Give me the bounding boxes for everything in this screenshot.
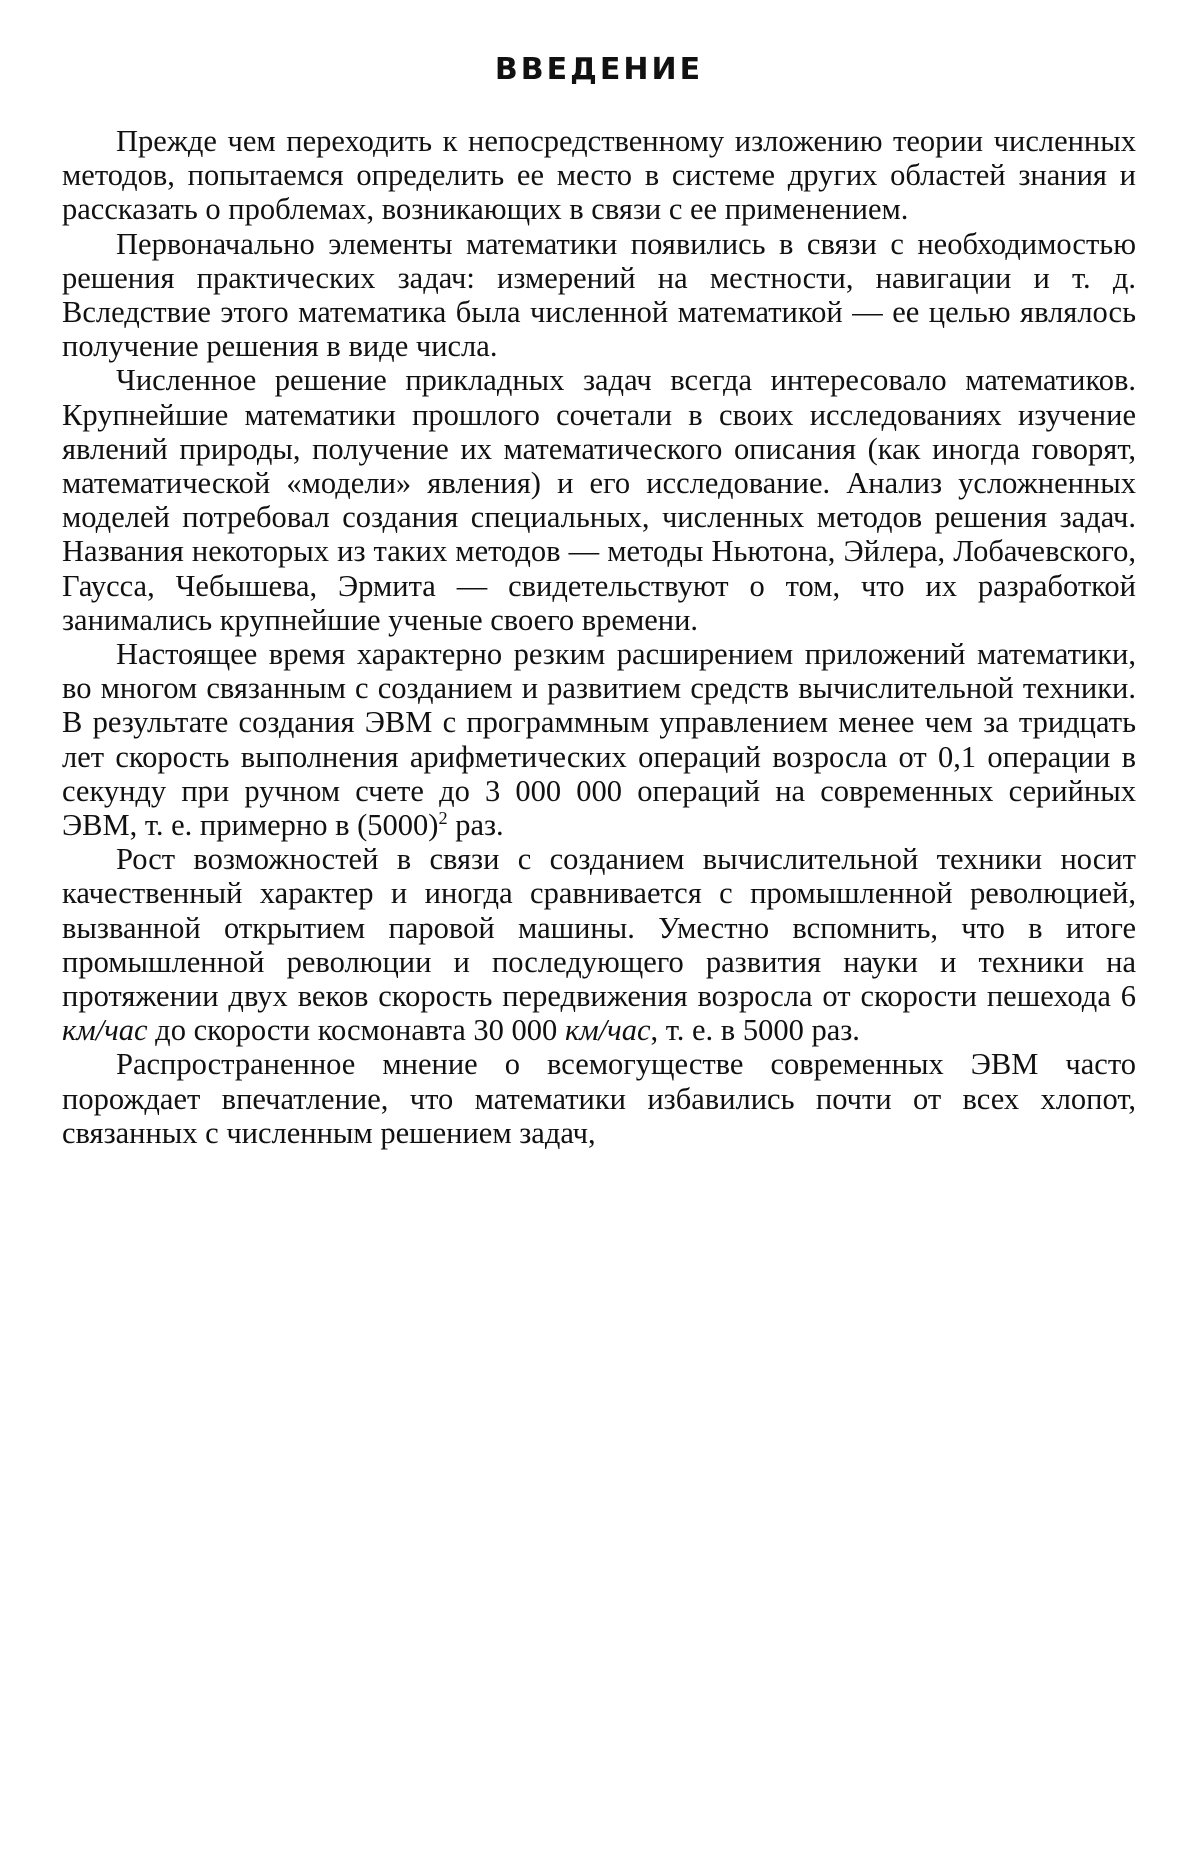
paragraph-5-middle: до скорости космонавта 30 000 — [147, 1013, 565, 1048]
paragraph-3: Численное решение прикладных задач всегда интересовало математиков. Крупнейшие математики прошлого сочетали в своих исследованиях изучение явлений природы, получение их математического описания (как иногда говорят, математической «модели» явления) и его исследование. Анализ усложненных моделей потребовал создания специальных, численных методов решения задач. Названия некоторых из таких методов — методы Ньютона, Эйлера, Лобачевского, Гаусса, Чебышева, Эрмита — свидетельствуют о том, что их разработкой занимались крупнейшие ученые своего времени. — [62, 363, 1136, 637]
book-page — [62, 0, 1136, 1857]
paragraph-4 — [62, 637, 1136, 842]
exponent: 2 — [438, 807, 448, 828]
paragraph-2: Первоначально элементы математики появились в связи с необходимостью решения практических задач: измерений на местности, навигации и т. д. Вследствие этого математика была численной математикой — ее целью являлось получение решения в виде числа. — [62, 226, 1136, 364]
paragraph-5-end: , т. е. в 5000 раз. — [650, 1013, 860, 1048]
paragraph-4-end: раз. — [447, 808, 504, 843]
unit-km-per-hour-2: км/час — [564, 1013, 651, 1048]
body-text — [62, 124, 1136, 1150]
unit-km-per-hour: км/час — [62, 1013, 148, 1048]
paragraph-6: Распространенное мнение о всемогуществе современных ЭВМ часто порождает впечатление, что математики избавились почти от всех хлопот, связанных с численным решением задач, — [62, 1047, 1136, 1150]
paragraph-5-text: Рост возможностей в связи с созданием вычислительной техники носит качественный характер и иногда сравнивается с промышленной революцией, вызванной открытием паровой машины. Уместно вспомнить, что в итоге промышленной революции и последующего развития науки и техники на протяжении двух веков скорость передвижения возросла от скорости пешехода 6 — [62, 842, 1136, 1014]
paragraph-1: Прежде чем переходить к непосредственному изложению теории численных методов, попытаемся определить ее место в системе других областей знания и рассказать о проблемах, возникающих в связи с ее применением. — [62, 124, 1136, 227]
paragraph-5 — [62, 842, 1136, 1047]
paragraph-4-text: Настоящее время характерно резким расширением приложений математики, во многом связанным с созданием и развитием средств вычислительной техники. В результате создания ЭВМ с программным управлением менее чем за тридцать лет скорость выполнения арифметических операций возросла от 0,1 операции в секунду при ручном счете до 3 000 000 операций на современных серийных ЭВМ, т. е. примерно в (5000) — [62, 637, 1136, 843]
page-heading: ВВЕДЕНИЕ — [494, 52, 704, 87]
